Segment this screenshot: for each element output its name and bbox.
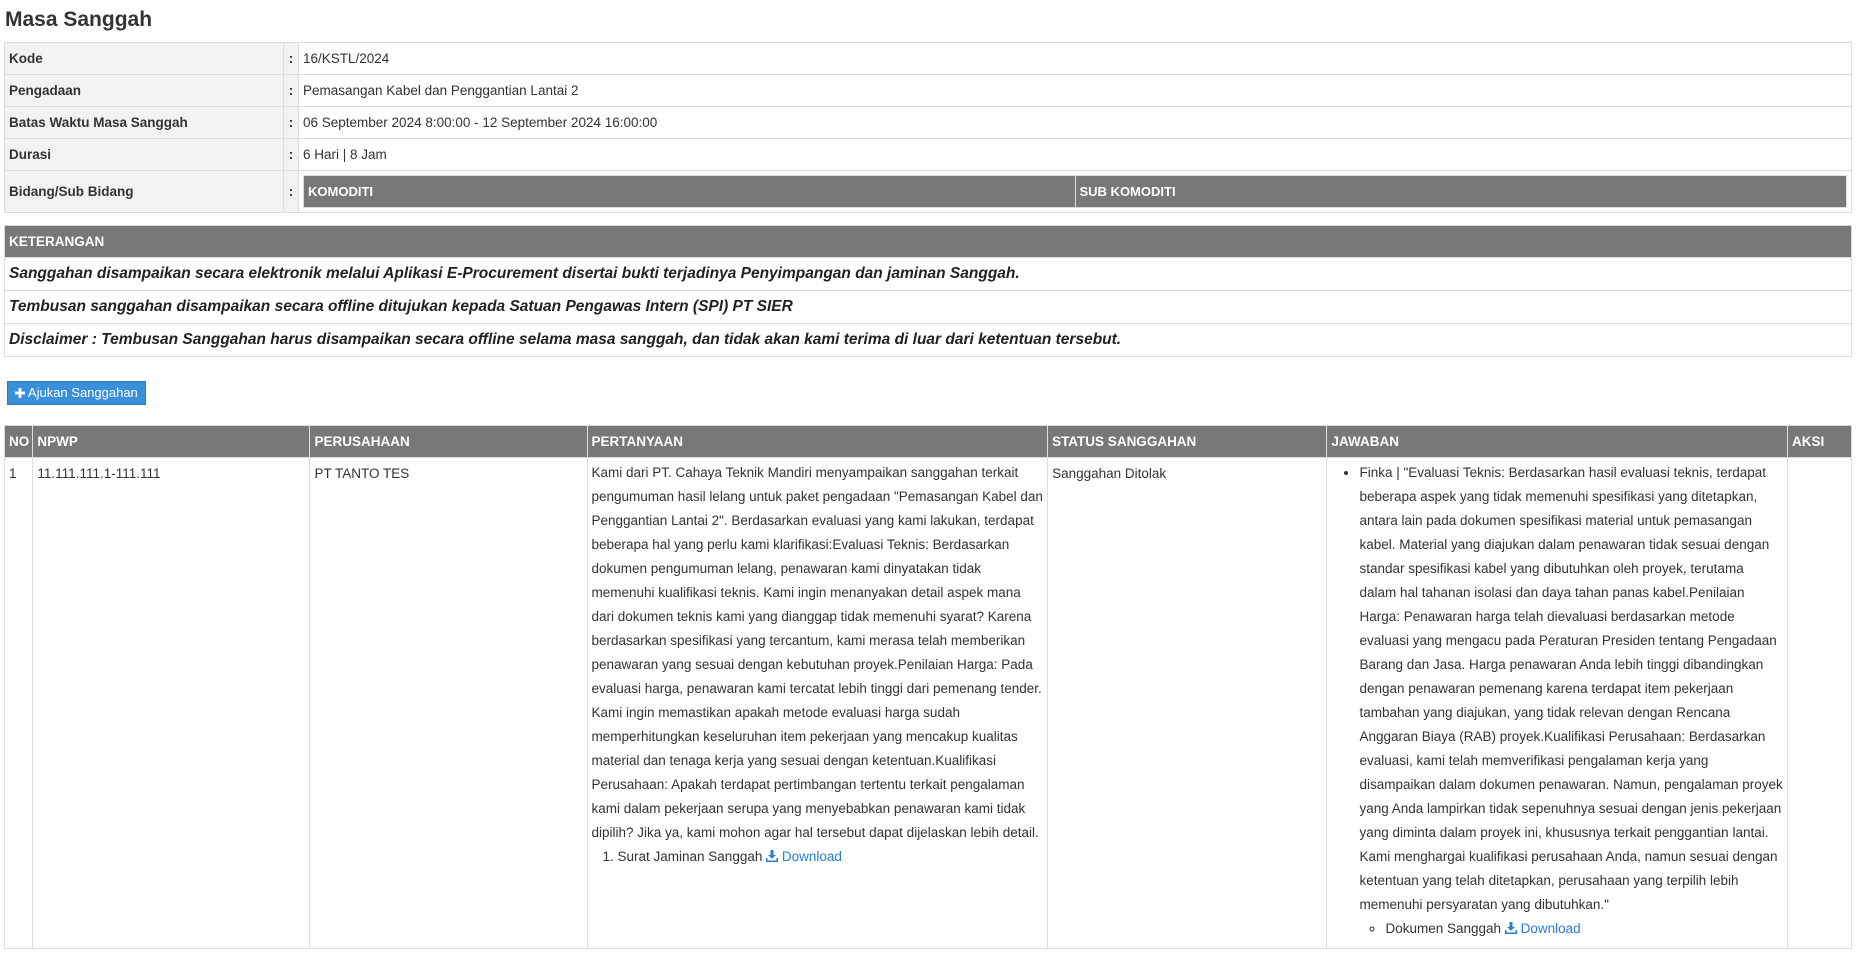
sub-komoditi-header: SUB KOMODITI [1075, 176, 1847, 208]
komoditi-header: KOMODITI [304, 176, 1076, 208]
cell-no: 1 [5, 458, 33, 949]
cell-jawaban [1327, 458, 1788, 949]
detail-row-bidang [5, 171, 1852, 213]
colon: : [284, 139, 299, 171]
bidang-value [299, 171, 1852, 213]
jawaban-text: • Finka | "Evaluasi Teknis: Berdasarkan hasil evaluasi teknis, terdapat beberapa aspek yang tidak memenuhi spesifikasi yang ditetapkan, antara lain pada dokumen spesifikasi material untuk pemasangan kabel. Material yang diajukan dalam penawaran tidak sesuai dengan standar spesifikasi kabel yang dibutuhkan oleh proyek, terutama dalam hal tahanan isolasi dan daya tahan panas kabel.Penilaian Harga: Penawaran harga telah dievaluasi berdasarkan metode evaluasi yang mengacu pada Peraturan Presiden tentang Pengadaan Barang dan Jasa. Harga penawaran Anda lebih tinggi dibandingkan dengan penawaran pemenang karena terdapat item pekerjaan tambahan yang diajukan, yang tidak relevan dengan Rencana Anggaran Biaya (RAB) proyek.Kualifikasi Perusahaan: Berdasarkan evaluasi, kami telah memverifikasi pengalaman kerja yang disampaikan dalam dokumen penawaran. Namun, pengalaman proyek yang Anda lampirkan tidak sepenuhnya sesuai dengan jenis pekerjaan yang diminta dalam proyek ini, khususnya terkait penggantian lantai. Kami menghargai kualifikasi perusahaan Anda, namun sesuai dengan ketentuan yang telah ditetapkan, perusahaan yang terpilih lebih memenuhi persyaratan yang dibutuhkan." [1359, 465, 1783, 912]
pertanyaan-text: Kami dari PT. Cahaya Teknik Mandiri menyampaikan sanggahan terkait pengumuman hasil lelang untuk paket pengadaan "Pemasangan Kabel dan Penggantian Lantai 2". Berdasarkan evaluasi yang kami lakukan, terdapat beberapa hal yang perlu kami klarifikasi:Evaluasi Teknis: Berdasarkan dokumen pengumuman lelang, penawaran kami dinyatakan tidak memenuhi kualifikasi teknis. Kami ingin menanyakan detail aspek mana dari dokumen teknis kami yang dianggap tidak memenuhi syarat? Karena berdasarkan spesifikasi yang tercantum, kami merasa telah memberikan penawaran yang sesuai dengan kebutuhan proyek.Penilaian Harga: Pada evaluasi harga, penawaran kami tercatat lebih tinggi dari pemenang tender. Kami ingin memastikan apakah metode evaluasi harga sudah memperhitungkan keseluruhan item pekerjaan yang mencakup kualitas material dan tenaga kerja yang sesuai dengan ketentuan.Kualifikasi Perusahaan: Apakah terdapat pertimbangan tertentu terkait pengalaman kami dalam pekerjaan serupa yang menyebabkan penawaran kami tidak dipilih? Jika ya, kami mohon agar hal tersebut dapat dijelaskan lebih detail. [591, 465, 1043, 840]
attachment-label: Surat Jaminan Sanggah [617, 849, 763, 864]
komoditi-table [303, 175, 1847, 208]
kode-value: 16/KSTL/2024 [299, 43, 1852, 75]
keterangan-line: Sanggahan disampaikan secara elektronik melalui Aplikasi E-Procurement disertai bukti terjadinya Penyimpangan dan jaminan Sanggah. [5, 258, 1852, 291]
detail-row-pengadaan [5, 75, 1852, 107]
download-label: Download [1520, 921, 1581, 936]
detail-table [4, 42, 1852, 213]
col-no: NO [5, 426, 33, 458]
colon: : [284, 75, 299, 107]
list-item [1359, 461, 1783, 941]
cell-pertanyaan [587, 458, 1048, 949]
list-item [1385, 917, 1783, 941]
pengadaan-value: Pemasangan Kabel dan Penggantian Lantai 2 [299, 75, 1852, 107]
table-row [5, 458, 1852, 949]
download-label: Download [781, 849, 842, 864]
keterangan-header: KETERANGAN [5, 226, 1852, 258]
durasi-value: 6 Hari | 8 Jam [299, 139, 1852, 171]
ajukan-sanggahan-button[interactable] [7, 381, 146, 405]
durasi-label: Durasi [5, 139, 284, 171]
ajukan-sanggahan-label: Ajukan Sanggahan [27, 385, 138, 400]
cell-npwp: 11.111.111.1-111.111 [33, 458, 310, 949]
jawaban-doc-list [1359, 917, 1783, 941]
col-pertanyaan: PERTANYAAN [587, 426, 1048, 458]
cell-status: Sanggahan Ditolak [1048, 458, 1327, 949]
page-title: Masa Sanggah [5, 8, 153, 31]
col-aksi: AKSI [1788, 426, 1852, 458]
batas-waktu-value: 06 September 2024 8:00:00 - 12 September 2024 16:00:00 [299, 107, 1852, 139]
col-npwp: NPWP [33, 426, 310, 458]
keterangan-line: Disclaimer : Tembusan Sanggahan harus disampaikan secara offline selama masa sanggah, dan tidak akan kami terima di luar dari ketentuan tersebut. [5, 324, 1852, 357]
plus-icon [15, 388, 25, 398]
detail-row-kode [5, 43, 1852, 75]
keterangan-line: Tembusan sanggahan disampaikan secara offline ditujukan kepada Satuan Pengawas Intern (SPI) PT SIER [5, 291, 1852, 324]
jawaban-doc-label: Dokumen Sanggah [1385, 921, 1502, 936]
col-jawaban: JAWABAN [1327, 426, 1788, 458]
download-jaminan-link[interactable] [766, 849, 842, 864]
colon: : [284, 43, 299, 75]
download-icon [766, 850, 778, 862]
pengadaan-label: Pengadaan [5, 75, 284, 107]
cell-perusahaan: PT TANTO TES [310, 458, 587, 949]
batas-waktu-label: Batas Waktu Masa Sanggah [5, 107, 284, 139]
list-item [618, 845, 1044, 869]
detail-row-batas [5, 107, 1852, 139]
col-perusahaan: PERUSAHAAN [310, 426, 587, 458]
colon: : [284, 171, 299, 213]
attachment-list [592, 845, 1044, 869]
jawaban-list [1331, 461, 1783, 941]
keterangan-table [4, 225, 1852, 357]
col-status: STATUS SANGGAHAN [1048, 426, 1327, 458]
cell-aksi [1788, 458, 1852, 949]
download-icon [1505, 922, 1517, 934]
sanggahan-table [4, 425, 1852, 949]
colon: : [284, 107, 299, 139]
detail-row-durasi [5, 139, 1852, 171]
table-header-row [5, 426, 1852, 458]
download-dokumen-link[interactable] [1505, 921, 1581, 936]
kode-label: Kode [5, 43, 284, 75]
bidang-label: Bidang/Sub Bidang [5, 171, 284, 213]
